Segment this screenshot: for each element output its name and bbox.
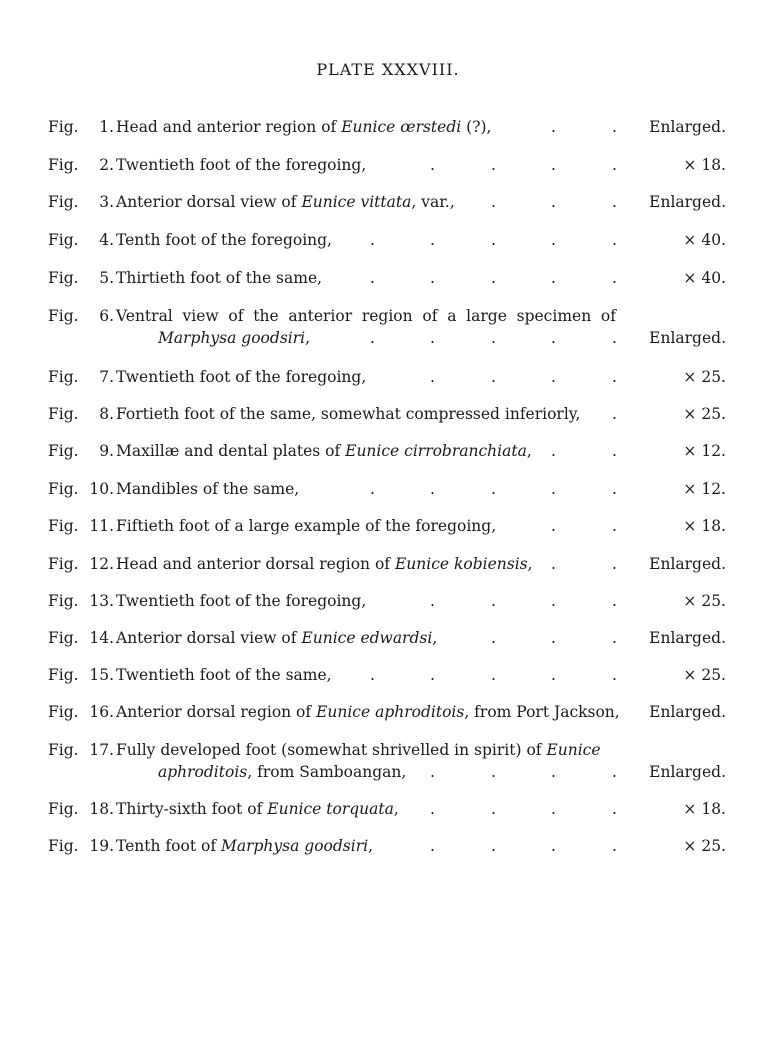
magnification: × 25. — [683, 592, 726, 610]
figure-number: 4. — [99, 231, 114, 249]
species-name: aphroditois — [158, 763, 248, 781]
fig-abbrev: Fig. — [48, 666, 79, 684]
figure-label — [48, 664, 114, 686]
magnification: Enlarged. — [649, 703, 726, 721]
figure-caption: Twentieth foot of the foregoing, — [116, 156, 367, 174]
leader-dot: . — [612, 629, 617, 647]
leader-dot: . — [551, 666, 556, 684]
figure-caption-continued: Marphysa goodsiri, — [158, 329, 311, 347]
figure-label — [48, 191, 114, 213]
leader-dot: . — [370, 666, 375, 684]
leader-dot: . — [612, 156, 617, 174]
figure-caption: Twentieth foot of the foregoing, — [116, 592, 367, 610]
figure-number: 15. — [89, 666, 114, 684]
figure-caption: Fiftieth foot of a large example of the foregoing, — [116, 517, 497, 535]
leader-dot: . — [612, 405, 617, 423]
leader-dot: . — [551, 231, 556, 249]
leader-dot: . — [491, 269, 496, 287]
figure-label — [48, 366, 114, 388]
figure-caption: Thirty-sixth foot of Eunice torquata, — [116, 800, 399, 818]
magnification: Enlarged. — [649, 118, 726, 136]
leader-dot: . — [551, 269, 556, 287]
leader-dot: . — [491, 368, 496, 386]
leader-dot: . — [370, 231, 375, 249]
figure-label — [48, 515, 114, 537]
leader-dot: . — [430, 368, 435, 386]
leader-dot: . — [551, 193, 556, 211]
leader-dot: . — [612, 517, 617, 535]
fig-abbrev: Fig. — [48, 442, 79, 460]
leader-dot: . — [612, 800, 617, 818]
leader-dot: . — [612, 442, 617, 460]
fig-abbrev: Fig. — [48, 517, 79, 535]
leader-dot: . — [612, 666, 617, 684]
leader-dot: . — [430, 763, 435, 781]
magnification: × 25. — [683, 837, 726, 855]
leader-dot: . — [551, 555, 556, 573]
magnification: × 25. — [683, 666, 726, 684]
fig-abbrev: Fig. — [48, 592, 79, 610]
fig-abbrev: Fig. — [48, 307, 79, 325]
leader-dot: . — [551, 629, 556, 647]
figure-number: 17. — [89, 741, 114, 759]
leader-dot: . — [491, 156, 496, 174]
fig-abbrev: Fig. — [48, 629, 79, 647]
figure-label — [48, 440, 114, 462]
leader-dot: . — [491, 480, 496, 498]
leader-dot: . — [491, 592, 496, 610]
figure-caption-continued: aphroditois, from Samboangan, — [158, 763, 407, 781]
species-name: Eunice aphroditois — [316, 703, 465, 721]
leader-dot: . — [551, 800, 556, 818]
figure-number: 12. — [89, 555, 114, 573]
figure-number: 19. — [89, 837, 114, 855]
leader-dot: . — [491, 800, 496, 818]
figure-label — [48, 403, 114, 425]
leader-dot: . — [612, 480, 617, 498]
leader-dot: . — [612, 118, 617, 136]
leader-dot: . — [430, 592, 435, 610]
magnification: Enlarged. — [649, 193, 726, 211]
leader-dot: . — [612, 592, 617, 610]
leader-dot: . — [430, 800, 435, 818]
leader-dot: . — [551, 118, 556, 136]
fig-abbrev: Fig. — [48, 193, 79, 211]
leader-dot: . — [551, 480, 556, 498]
figure-label — [48, 154, 114, 176]
species-name: Eunice vittata — [301, 193, 412, 211]
fig-abbrev: Fig. — [48, 118, 79, 136]
figure-number: 11. — [89, 517, 114, 535]
fig-abbrev: Fig. — [48, 555, 79, 573]
fig-abbrev: Fig. — [48, 800, 79, 818]
magnification: × 18. — [683, 156, 726, 174]
leader-dot: . — [551, 763, 556, 781]
figure-number: 16. — [89, 703, 114, 721]
figure-caption: Tenth foot of the foregoing, — [116, 231, 332, 249]
figure-caption: Twentieth foot of the same, — [116, 666, 332, 684]
figure-caption: Mandibles of the same, — [116, 480, 300, 498]
fig-abbrev: Fig. — [48, 156, 79, 174]
figure-caption: Fortieth foot of the same, somewhat compressed inferiorly, — [116, 405, 581, 423]
figure-label — [48, 267, 114, 289]
leader-dot: . — [551, 837, 556, 855]
magnification: Enlarged. — [649, 329, 726, 347]
leader-dot: . — [612, 763, 617, 781]
figure-caption: Ventral view of the anterior region of a large specimen of — [116, 307, 616, 325]
figure-label — [48, 798, 114, 820]
figure-caption: Head and anterior dorsal region of Eunice kobiensis, — [116, 555, 533, 573]
fig-abbrev: Fig. — [48, 368, 79, 386]
figure-number: 8. — [99, 405, 114, 423]
magnification: Enlarged. — [649, 763, 726, 781]
leader-dot: . — [491, 837, 496, 855]
figure-number: 13. — [89, 592, 114, 610]
figure-caption: Anterior dorsal view of Eunice edwardsi, — [116, 629, 438, 647]
magnification: × 25. — [683, 368, 726, 386]
leader-dot: . — [430, 480, 435, 498]
fig-abbrev: Fig. — [48, 231, 79, 249]
figure-label — [48, 627, 114, 649]
species-name: Eunice — [546, 741, 601, 759]
leader-dot: . — [612, 837, 617, 855]
leader-dot: . — [551, 156, 556, 174]
leader-dot: . — [612, 368, 617, 386]
leader-dot: . — [491, 329, 496, 347]
leader-dot: . — [370, 480, 375, 498]
figure-label — [48, 478, 114, 500]
magnification: × 18. — [683, 800, 726, 818]
figure-caption: Anterior dorsal view of Eunice vittata, var., — [116, 193, 455, 211]
figure-caption: Head and anterior region of Eunice œrstedi (?), — [116, 118, 492, 136]
fig-abbrev: Fig. — [48, 703, 79, 721]
figure-caption: Thirtieth foot of the same, — [116, 269, 323, 287]
magnification: × 12. — [683, 480, 726, 498]
figure-caption: Twentieth foot of the foregoing, — [116, 368, 367, 386]
leader-dot: . — [551, 442, 556, 460]
leader-dot: . — [430, 269, 435, 287]
fig-abbrev: Fig. — [48, 405, 79, 423]
leader-dot: . — [551, 368, 556, 386]
species-name: Marphysa goodsiri — [220, 837, 369, 855]
leader-dot: . — [430, 666, 435, 684]
figure-number: 18. — [89, 800, 114, 818]
fig-abbrev: Fig. — [48, 480, 79, 498]
leader-dot: . — [612, 193, 617, 211]
species-name: Eunice edwardsi — [301, 629, 433, 647]
fig-abbrev: Fig. — [48, 741, 79, 759]
leader-dot: . — [370, 269, 375, 287]
species-name: Eunice œrstedi — [341, 118, 462, 136]
leader-dot: . — [612, 231, 617, 249]
figure-number: 3. — [99, 193, 114, 211]
plate-title: PLATE XXXVIII. — [316, 60, 460, 79]
figure-number: 1. — [99, 118, 114, 136]
fig-abbrev: Fig. — [48, 269, 79, 287]
figure-number: 10. — [89, 480, 114, 498]
leader-dot: . — [491, 666, 496, 684]
figure-label — [48, 739, 114, 761]
figure-number: 2. — [99, 156, 114, 174]
figure-number: 7. — [99, 368, 114, 386]
magnification: Enlarged. — [649, 629, 726, 647]
species-name: Eunice kobiensis — [394, 555, 528, 573]
magnification: × 40. — [683, 231, 726, 249]
figure-label — [48, 590, 114, 612]
species-name: Eunice cirrobranchiata — [345, 442, 527, 460]
leader-dot: . — [430, 156, 435, 174]
figure-label — [48, 116, 114, 138]
fig-abbrev: Fig. — [48, 837, 79, 855]
magnification: × 12. — [683, 442, 726, 460]
figure-caption: Maxillæ and dental plates of Eunice cirrobranchiata, — [116, 442, 532, 460]
leader-dot: . — [430, 837, 435, 855]
figure-caption: Tenth foot of Marphysa goodsiri, — [116, 837, 374, 855]
figure-number: 14. — [89, 629, 114, 647]
figure-number: 5. — [99, 269, 114, 287]
species-name: Marphysa goodsiri — [158, 329, 306, 347]
figure-label — [48, 553, 114, 575]
leader-dot: . — [370, 329, 375, 347]
figure-caption: Fully developed foot (somewhat shrivelled in spirit) of Eunice — [116, 741, 601, 759]
leader-dot: . — [612, 269, 617, 287]
leader-dot: . — [491, 231, 496, 249]
leader-dot: . — [491, 629, 496, 647]
figure-label — [48, 835, 114, 857]
leader-dot: . — [430, 231, 435, 249]
leader-dot: . — [430, 329, 435, 347]
figure-caption: Anterior dorsal region of Eunice aphroditois, from Port Jackson, — [116, 703, 620, 721]
leader-dot: . — [491, 763, 496, 781]
leader-dot: . — [491, 193, 496, 211]
magnification: Enlarged. — [649, 555, 726, 573]
figure-label — [48, 701, 114, 723]
magnification: × 18. — [683, 517, 726, 535]
leader-dot: . — [551, 329, 556, 347]
figure-label — [48, 229, 114, 251]
leader-dot: . — [612, 555, 617, 573]
magnification: × 25. — [683, 405, 726, 423]
leader-dot: . — [551, 592, 556, 610]
species-name: Eunice torquata — [267, 800, 394, 818]
figure-number: 9. — [99, 442, 114, 460]
leader-dot: . — [612, 329, 617, 347]
magnification: × 40. — [683, 269, 726, 287]
figure-label — [48, 305, 114, 327]
figure-number: 6. — [99, 307, 114, 325]
leader-dot: . — [551, 517, 556, 535]
